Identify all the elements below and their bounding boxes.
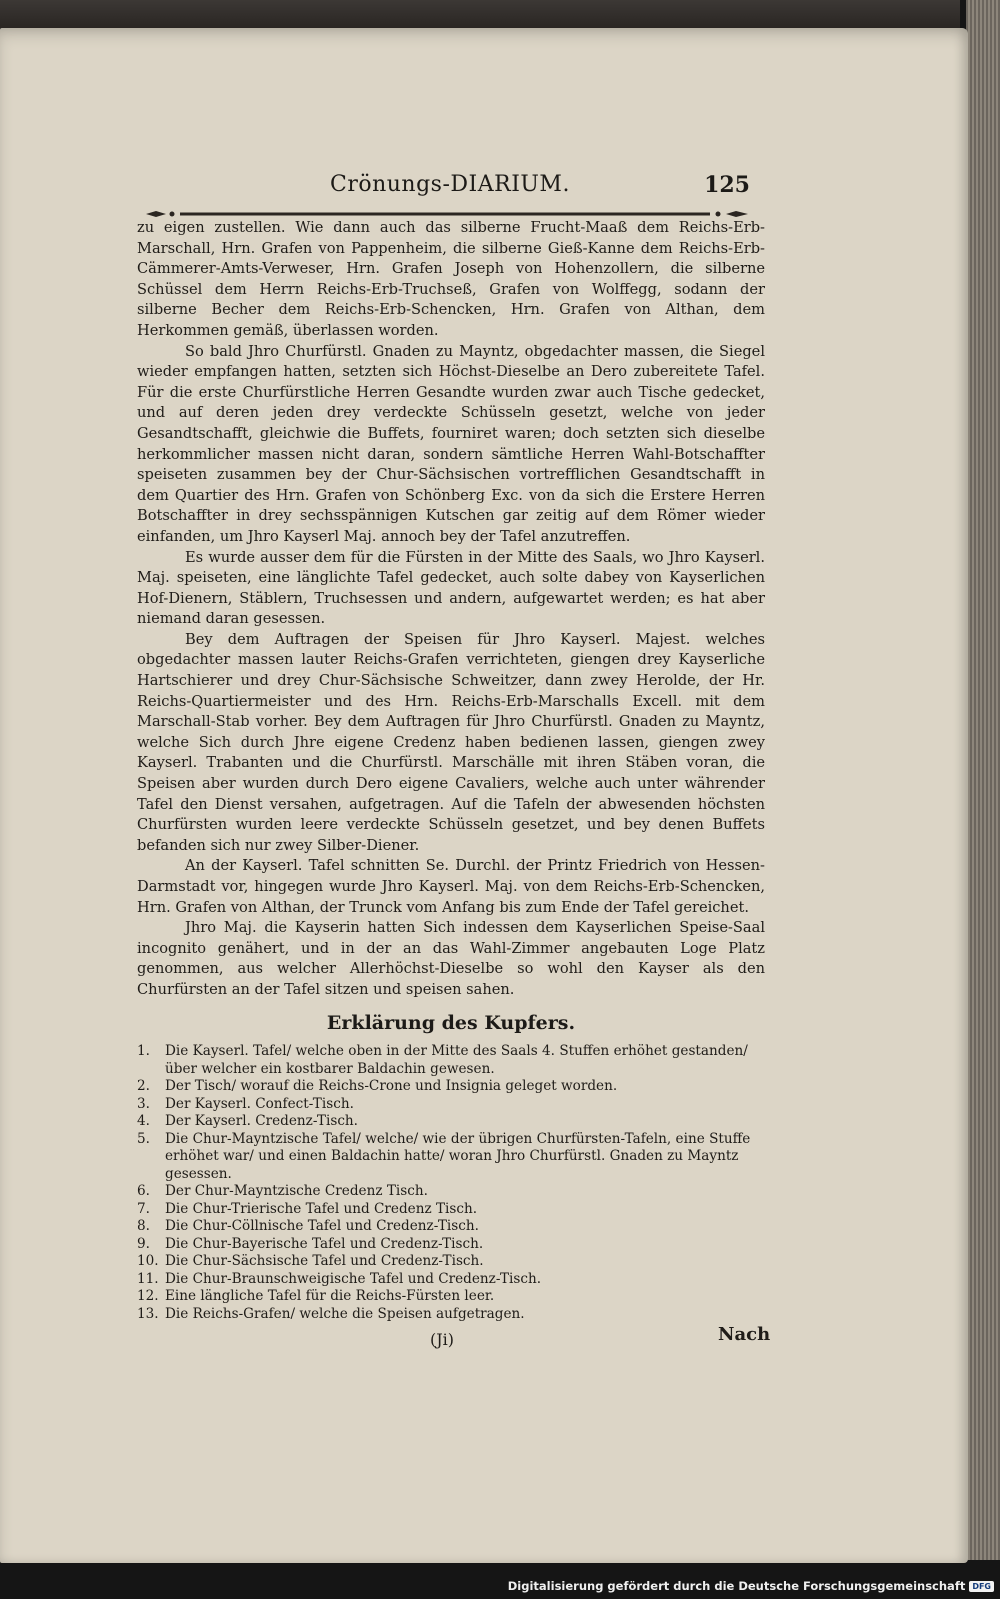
legend-heading: Erklärung des Kupfers. [326,1012,576,1034]
legend-item [137,1183,765,1201]
legend-list [137,1043,765,1323]
legend-item [137,1113,765,1131]
legend-item-text: Die Reichs-Grafen/ welche die Speisen aufgetragen. [165,1305,525,1322]
book-page-edges [966,0,1000,1560]
page-number: 125 [704,172,750,198]
legend-item [137,1201,765,1219]
legend-item-text: Die Chur-Bayerische Tafel und Credenz-Tisch. [165,1235,484,1252]
legend-item [137,1131,765,1184]
legend-item-text: Der Tisch/ worauf die Reichs-Crone und Insignia geleget worden. [165,1078,618,1094]
legend-item-number: 9. [137,1235,150,1252]
digitization-footer [508,1579,994,1593]
paragraph-5: An der Kayserl. Tafel schnitten Se. Durchl. der Printz Friedrich von Hessen-Darmstadt vor, hingegen wurde Jhro Kayserl. Maj. von dem Reichs-Erb-Schencken, Hrn. Grafen von Althan, der Trunck vom Anfang bis zum Ende der Tafel gereichet. [137,857,765,916]
legend-item [137,1271,765,1289]
paragraph-1: zu eigen zustellen. Wie dann auch das silberne Frucht-Maaß dem Reichs-Erb-Marschall, Hrn. Grafen von Pappenheim, die silberne Gieß-Kanne dem Reichs-Erb-Cämmerer-Amts-Verweser, Hrn. Grafen Joseph von Hohenzollern, die silberne Schüssel dem Herrn Reichs-Erb-Truchseß, Grafen von Wolffegg, sodann der silberne Becher dem Reichs-Erb-Schencken, Hrn. Grafen von Althan, dem Herkommen gemäß, überlassen worden. [137,219,765,339]
legend-item-text: Die Chur-Cöllnische Tafel und Credenz-Tisch. [165,1218,479,1234]
legend-item-number: 5. [137,1130,150,1147]
legend-item-number: 2. [137,1078,150,1094]
legend-item-text: Der Kayserl. Credenz-Tisch. [165,1113,359,1129]
legend-item [137,1218,765,1236]
page-header [330,172,750,206]
legend-item-number: 1. [137,1043,150,1059]
legend-item [137,1096,765,1114]
paragraph-4: Bey dem Auftragen der Speisen für Jhro Kayserl. Majest. welches obgedachter massen lauter Reichs-Grafen verrichteten, giengen drey Kayserliche Hartschierer und drey Chur-Sächsische Schweitzer, dann zwey Herolde, der Hr. Reichs-Quartiermeister und des Hrn. Reichs-Erb-Marschalls Excell. mit dem Marschall-Stab vorher. Bey dem Auftragen für Jhro Churfürstl. Gnaden zu Mayntz, welche Sich durch Jhre eigene Credenz haben bedienen lassen, giengen zwey Kayserl. Trabanten und die Churfürstl. Marschälle mit ihren Stäben voran, die Speisen aber wurden durch Dero eigene Cavaliers, welche auch unter währender Tafel den Dienst versahen, aufgetragen. Auf die Tafeln der abwesenden höchsten Churfürsten wurden leere verdeckte Schüsseln gesetzet, und bey denen Buffets befanden sich nur zwey Silber-Diener. [137,630,765,854]
legend-item-text: Die Chur-Sächsische Tafel und Credenz-Tisch. [165,1253,484,1269]
legend-item-number: 10. [137,1253,159,1269]
footer-text: Digitalisierung gefördert durch die Deutsche Forschungsgemeinschaft [507,1579,966,1593]
legend-item-number: 13. [137,1305,159,1322]
dfg-logo-icon: DFG [969,1581,994,1592]
legend-item-number: 3. [137,1095,150,1112]
body-text [137,218,765,1001]
legend-item-text: Die Chur-Mayntzische Tafel/ welche/ wie der übrigen Churfürsten-Tafeln, eine Stuffe erhöhet war/ und einen Baldachin hatte/ woran Jhro Churfürstl. Gnaden zu Mayntz gesessen. [165,1130,751,1182]
legend-item [137,1253,765,1271]
legend-item [137,1078,765,1096]
legend-item [137,1236,765,1254]
signature-mark: (Ji) [430,1330,455,1349]
legend-item-number: 4. [137,1113,150,1129]
legend-item-text: Der Kayserl. Confect-Tisch. [165,1095,354,1112]
legend-item-number: 12. [137,1288,159,1304]
book-top-edge [0,0,960,28]
legend-item-number: 8. [137,1218,150,1234]
legend-item-text: Die Chur-Trierische Tafel und Credenz Tisch. [165,1200,478,1217]
catchword: Nach [718,1324,771,1345]
legend-item-number: 6. [137,1183,150,1199]
legend-item-number: 7. [137,1200,150,1217]
legend-item [137,1306,765,1324]
legend-item-text: Eine längliche Tafel für die Reichs-Fürsten leer. [165,1288,495,1304]
legend-item-number: 11. [137,1270,159,1287]
legend-item [137,1043,765,1078]
paragraph-2: So bald Jhro Churfürstl. Gnaden zu Mayntz, obgedachter massen, die Siegel wieder empfangen hatten, setzten sich Höchst-Dieselbe an Dero zubereitete Tafel. Für die erste Churfürstliche Herren Gesandte wurden zwar auch Tische gedecket, und auf deren jeden drey verdeckte Schüsseln gesetzt, welche von jeder Gesandtschafft, gleichwie die Buffets, fourniret waren; doch setzten sich dieselbe herkommlicher massen nicht daran, sondern sämtliche Herren Wahl-Botschaffter speiseten zusammen bey der Chur-Sächsischen vortrefflichen Gesandtschafft in dem Quartier des Hrn. Grafen von Schönberg Exc. von da sich die Erstere Herren Botschaffter in drey sechsspännigen Kutschen gar zeitig auf dem Römer wieder einfanden, um Jhro Kayserl Maj. annoch bey der Tafel anzutreffen. [137,342,765,545]
ornamental-rule [144,210,750,218]
running-title: Crönungs-DIARIUM. [330,172,570,197]
legend-item-text: Die Kayserl. Tafel/ welche oben in der Mitte des Saals 4. Stuffen erhöhet gestanden/ über welcher ein kostbarer Baldachin gewesen. [165,1043,748,1077]
paragraph-3: Es wurde ausser dem für die Fürsten in der Mitte des Saals, wo Jhro Kayserl. Maj. speiseten, eine länglichte Tafel gedecket, auch solte dabey von Kayserlichen Hof-Dienern, Stäblern, Truchsessen und andern, aufgewartet werden; es hat aber niemand daran gesessen. [137,548,765,628]
legend-item-text: Die Chur-Braunschweigische Tafel und Credenz-Tisch. [165,1270,542,1287]
legend-item-text: Der Chur-Mayntzische Credenz Tisch. [165,1183,428,1199]
legend-item [137,1288,765,1306]
paragraph-6: Jhro Maj. die Kayserin hatten Sich indessen dem Kayserlichen Speise-Saal incognito genähert, und in der an das Wahl-Zimmer angebauten Loge Platz genommen, aus welcher Allerhöchst-Dieselbe so wohl den Kayser als den Churfürsten an der Tafel sitzen und speisen sahen. [137,919,765,998]
